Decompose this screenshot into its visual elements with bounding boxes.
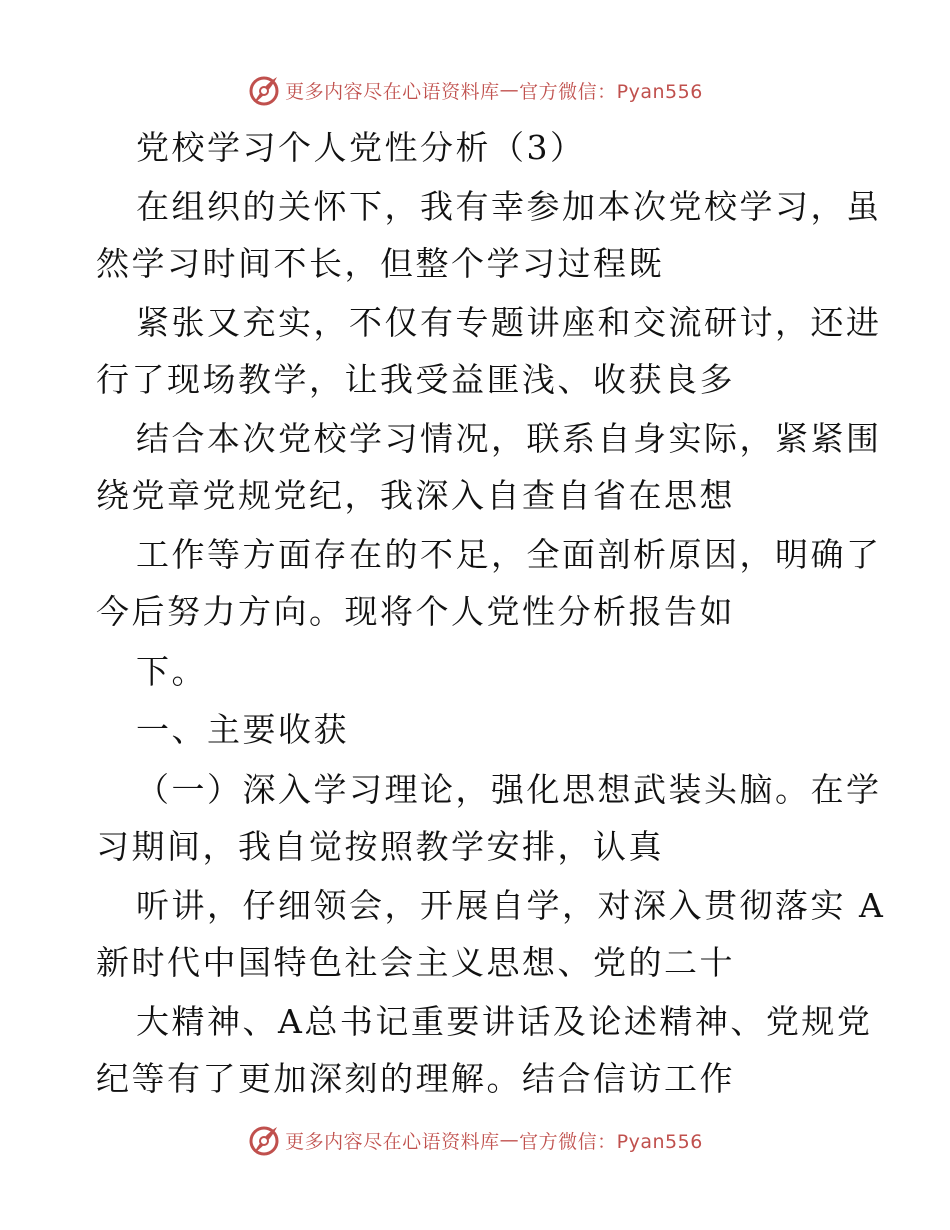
text-line: 大精神、A总书记重要讲话及论述精神、党规党 bbox=[136, 1002, 873, 1041]
text-line: 下。 bbox=[136, 652, 207, 691]
watermark-wechat: 官方微信：Pyan556 bbox=[519, 80, 703, 103]
text-line: 紧张又充实，不仅有专题讲座和交流研讨，还进 bbox=[136, 303, 882, 342]
quill-logo-icon bbox=[247, 73, 281, 107]
text-line: 绕党章党规党纪，我深入自查自省在思想 bbox=[96, 476, 735, 515]
watermark-separator: — bbox=[499, 1129, 520, 1151]
text-line: 然学习时间不长，但整个学习过程既 bbox=[96, 244, 664, 283]
watermark-text: 更多内容尽在心语资料库 bbox=[285, 1130, 500, 1153]
text-line: 工作等方面存在的不足，全面剖析原因，明确了 bbox=[136, 535, 882, 574]
quill-logo-icon bbox=[247, 1123, 281, 1157]
text-line: 习期间，我自觉按照教学安排，认真 bbox=[96, 827, 664, 866]
subsection-heading: （一）深入学习理论，强化思想武装头脑。在学 bbox=[136, 770, 882, 809]
text-line: 听讲，仔细领会，开展自学，对深入贯彻落实 A bbox=[136, 886, 886, 925]
text-line: 新时代中国特色社会主义思想、党的二十 bbox=[96, 943, 735, 982]
text-line: 今后努力方向。现将个人党性分析报告如 bbox=[96, 592, 735, 631]
watermark-wechat: 官方微信：Pyan556 bbox=[519, 1130, 703, 1153]
text-line: 在组织的关怀下，我有幸参加本次党校学习，虽 bbox=[136, 187, 882, 226]
text-line: 纪等有了更加深刻的理解。结合信访工作 bbox=[96, 1059, 735, 1098]
watermark-footer bbox=[0, 1120, 950, 1160]
watermark-header bbox=[0, 70, 950, 110]
text-line: 结合本次党校学习情况，联系自身实际，紧紧围 bbox=[136, 419, 882, 458]
document-title: 党校学习个人党性分析（3） bbox=[136, 128, 586, 167]
text-line: 行了现场教学，让我受益匪浅、收获良多 bbox=[96, 360, 735, 399]
watermark-separator: — bbox=[499, 79, 520, 101]
section-heading: 一、主要收获 bbox=[136, 710, 349, 749]
watermark-text: 更多内容尽在心语资料库 bbox=[285, 80, 500, 103]
